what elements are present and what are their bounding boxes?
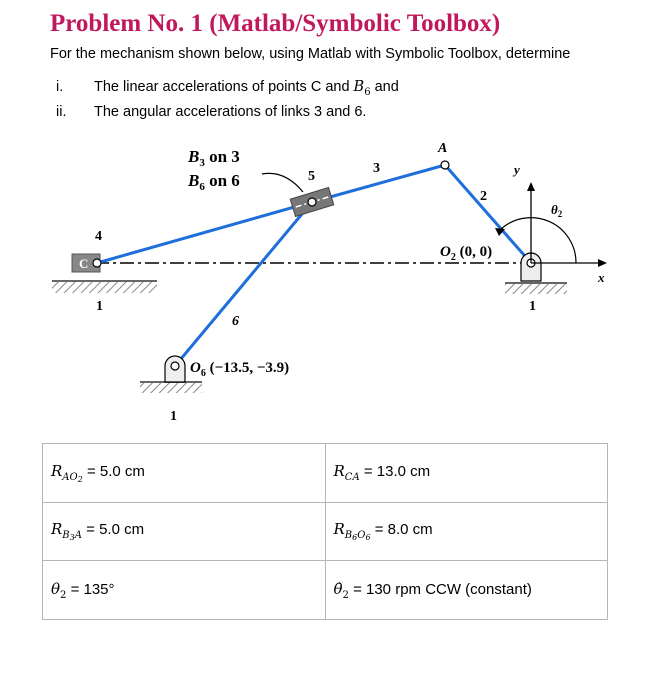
item-number: i.: [56, 79, 64, 95]
table-row: [43, 444, 608, 503]
param-r-ao2: $R_{AO_2} = 5.0$ cm: [43, 444, 326, 503]
item-text: The angular accelerations of links 3 and 6.: [94, 104, 367, 120]
param-r-b6o6: $R_{B_6O_6} = 8.0$ cm: [325, 502, 608, 561]
param-theta2-dot: $\thetȧ_2 = 130$ rpm CCW (constant): [325, 561, 608, 620]
label-link-2: 2: [480, 189, 487, 204]
label-axis-x: x: [598, 270, 605, 285]
label-link-4: 4: [95, 229, 102, 244]
label-axis-y: y: [514, 162, 520, 177]
label-ground-right: 1: [529, 299, 536, 314]
item-text: The linear accelerations of points C and: [94, 79, 354, 95]
joint-b: [308, 198, 316, 206]
joint-c: [93, 259, 101, 267]
label-link-3: 3: [373, 161, 380, 176]
parameters-table: [42, 443, 608, 620]
y-axis-arrow-icon: [527, 182, 535, 191]
x-axis-arrow-icon: [598, 259, 607, 267]
label-ground-left: 1: [96, 299, 103, 314]
joint-o6: [171, 362, 179, 370]
item-subscript: 6: [364, 87, 371, 98]
label-o2: $O_2$ (0, 0): [440, 244, 493, 263]
ground-o6-hatch: [140, 382, 202, 393]
item-text-after: and: [370, 79, 399, 95]
label-o6: $O_6$ (−13.5, −3.9): [190, 360, 290, 379]
param-r-ca: $R_{CA} = 13.0$ cm: [325, 444, 608, 503]
b-label-leader: [262, 173, 303, 192]
table-row: [43, 502, 608, 561]
param-r-b3a: $R_{B_3A} = 5.0$ cm: [43, 502, 326, 561]
label-link-6: 6: [232, 314, 239, 329]
ground-left-hatch: [52, 281, 157, 293]
item-number: ii.: [56, 104, 67, 120]
label-ground-bottom: 1: [170, 409, 177, 424]
param-theta2: $\theta_2 = 135^\circ$: [43, 561, 326, 620]
label-b6: $B_6$ on 6: [188, 171, 240, 193]
problem-intro: For the mechanism shown below, using Matlab with Symbolic Toolbox, determine: [50, 46, 571, 62]
joint-a: [441, 161, 449, 169]
page-title: Problem No. 1 (Matlab/Symbolic Toolbox): [50, 10, 501, 37]
label-b3: $B_3$ on 3: [188, 147, 240, 169]
label-point-c: C: [79, 256, 89, 271]
ground-o2-hatch: [505, 283, 567, 294]
item-symbol: B: [353, 79, 365, 95]
table-row: [43, 561, 608, 620]
link-3-ca: [97, 202, 312, 263]
link-6: [175, 202, 312, 366]
label-point-a: A: [438, 141, 448, 156]
label-link-5: 5: [308, 169, 315, 184]
label-theta2: $\theta_2$: [551, 202, 563, 219]
